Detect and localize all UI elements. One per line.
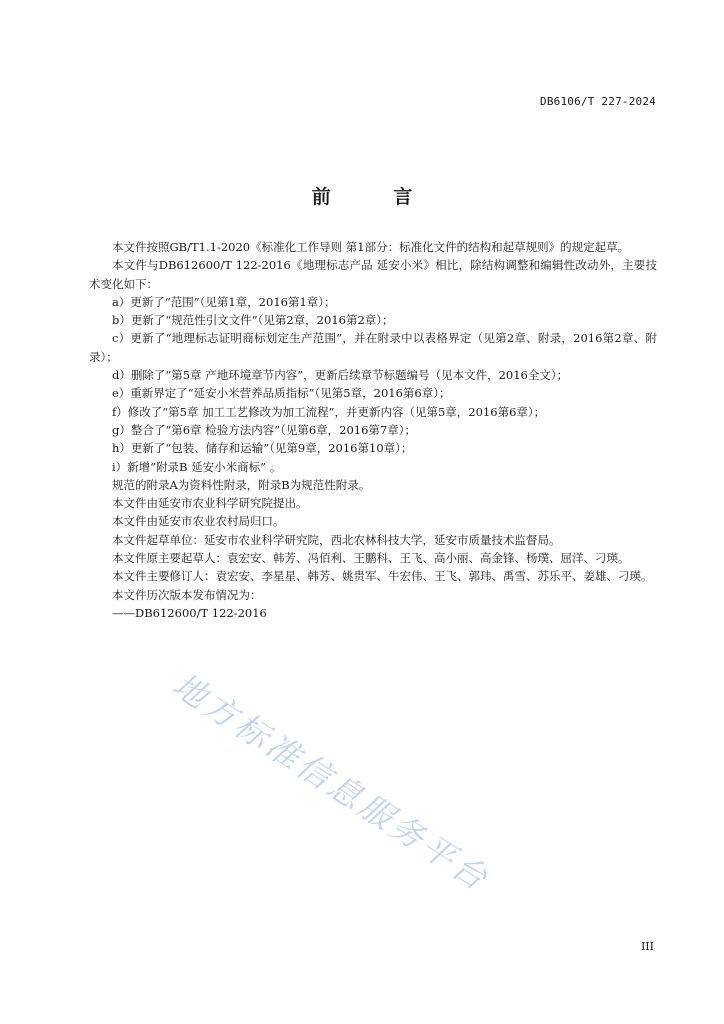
list-item: c）更新了“地理标志证明商标划定生产范围”，并在附录中以表格界定（见第2章、附录，2016第2章、附录）； xyxy=(89,331,657,364)
list-item: a）更新了“范围”（见第1章，2016第1章）； xyxy=(112,294,336,309)
paragraph: 本文件按照GB/T1.1-2020《标准化工作导则 第1部分：标准化文件的结构和起草规则》的规定起草。 xyxy=(112,240,630,254)
paragraph: 本文件由延安市农业农村局归口。 xyxy=(112,514,285,529)
document-body xyxy=(89,238,657,622)
paragraph: 规范的附录A为资料性附录，附录B为规范性附录。 xyxy=(112,477,371,492)
list-item: d）删除了“第5章 产地环境章节内容”，更新后续章节标题编号（见本文件，2016全文）； xyxy=(112,368,569,383)
paragraph: 本文件历次版本发布情况为： xyxy=(112,587,262,602)
list-item: e）重新界定了“延安小米营养品质指标”（见第5章，2016第6章）； xyxy=(112,386,451,401)
paragraph: 本文件主要修订人：袁宏安、李星星、韩芳、姚贵军、牛宏伟、王飞、郭玮、禹雪、苏乐平、姜雄、刁瑛。 xyxy=(112,569,653,584)
list-item: f）修改了“第5章 加工工艺修改为加工流程”，并更新内容（见第5章，2016第6章）； xyxy=(112,404,546,419)
paragraph: ——DB612600/T 122-2016 xyxy=(112,605,267,620)
page-number: III xyxy=(640,940,654,953)
document-code: DB6106/T 227-2024 xyxy=(540,95,656,108)
list-item: b）更新了“规范性引文文件”（见第2章，2016第2章）； xyxy=(112,313,394,328)
page-title: 前 言 xyxy=(311,186,441,208)
paragraph: 本文件与DB612600/T 122-2016《地理标志产品 延安小米》相比，除结构调整和编辑性改动外，主要技术变化如下： xyxy=(89,258,657,291)
list-item: i）新增“附录B 延安小米商标” 。 xyxy=(112,459,282,474)
paragraph: 本文件起草单位：延安市农业科学研究院，西北农林科技大学，延安市质量技术监督局。 xyxy=(112,532,561,547)
paragraph: 本文件由延安市农业科学研究院提出。 xyxy=(112,496,308,511)
watermark: 地方标准信息服务平台 xyxy=(165,665,498,900)
paragraph: 本文件原主要起草人：袁宏安、韩芳、冯佰利、王鹏科、王飞、高小丽、高金锋、杨璞、屈洋、刁瑛。 xyxy=(112,551,630,566)
list-item: g）整合了“第6章 检验方法内容”（见第6章，2016第7章）； xyxy=(112,422,416,437)
list-item: h）更新了“包装、储存和运输”（见第9章，2016第10章）； xyxy=(112,441,413,456)
